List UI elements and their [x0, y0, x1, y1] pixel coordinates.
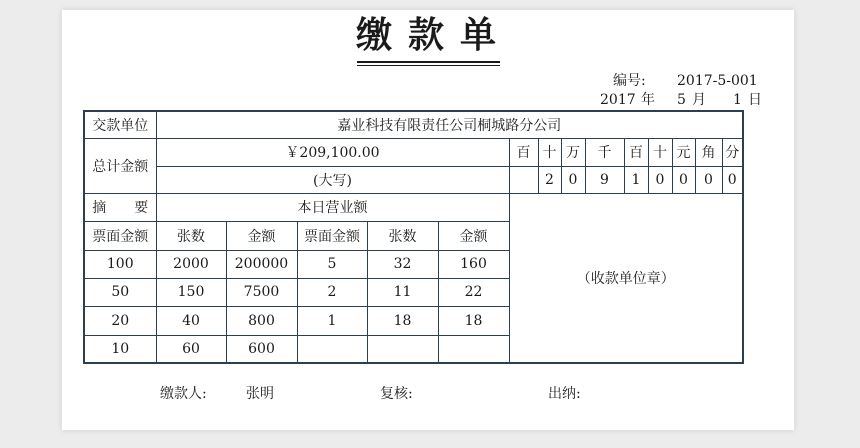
payee-stamp-text: （收款单位章） [576, 270, 675, 287]
denom-cell: 18 [438, 306, 509, 335]
title-char-3: 单 [460, 15, 505, 56]
payer-label: 缴款人: [160, 386, 207, 402]
digit-header-jiao: 角 [695, 138, 722, 166]
date-year-label: 年 [641, 92, 655, 108]
denom-cell [297, 335, 367, 363]
denom-cell: 60 [156, 335, 226, 363]
total-amount-words: (大写) [156, 166, 509, 193]
total-amount-label: 总计金额 [84, 138, 156, 193]
denom-header: 金额 [438, 221, 509, 250]
total-row [84, 138, 743, 166]
summary-row [84, 193, 743, 221]
document-title [0, 14, 860, 58]
denom-cell: 200000 [226, 250, 297, 278]
digit-value: 1 [624, 166, 648, 193]
denom-cell: 18 [367, 306, 438, 335]
denom-cell: 160 [438, 250, 509, 278]
denom-cell: 32 [367, 250, 438, 278]
date-year: 2017 [600, 92, 636, 108]
denom-cell: 50 [84, 278, 156, 306]
denom-cell: 2 [297, 278, 367, 306]
reviewer-label: 复核: [380, 386, 413, 402]
denom-cell: 1 [297, 306, 367, 335]
denom-cell: 11 [367, 278, 438, 306]
denom-cell: 40 [156, 306, 226, 335]
payee-stamp-area [509, 193, 743, 363]
denom-header: 票面金额 [84, 221, 156, 250]
digit-value: 9 [585, 166, 624, 193]
denom-cell [438, 335, 509, 363]
summary-label: 摘 要 [84, 193, 156, 221]
payer-row [84, 111, 743, 138]
payer-unit-label: 交款单位 [84, 111, 156, 138]
digit-value: 0 [672, 166, 695, 193]
date-day-label: 日 [748, 92, 762, 108]
title-char-2: 款 [407, 15, 452, 56]
summary-value: 本日营业额 [156, 193, 509, 221]
payment-table [83, 110, 744, 364]
title-underline [357, 61, 500, 63]
denom-header: 张数 [156, 221, 226, 250]
payer-name: 张明 [246, 386, 274, 402]
denom-header: 票面金额 [297, 221, 367, 250]
total-amount-numeric: ￥209,100.00 [156, 138, 509, 166]
cashier-label: 出纳: [548, 386, 581, 402]
digit-header-hundred-thousand: 百 [509, 138, 538, 166]
digit-value: 0 [722, 166, 743, 193]
title-underline-thin [357, 65, 500, 66]
denom-cell: 150 [156, 278, 226, 306]
denom-cell: 22 [438, 278, 509, 306]
denom-cell: 600 [226, 335, 297, 363]
denom-cell: 5 [297, 250, 367, 278]
digit-header-ten: 十 [648, 138, 672, 166]
date-month-label: 月 [692, 92, 706, 108]
digit-header-hundred: 百 [624, 138, 648, 166]
digit-header-thousand: 千 [585, 138, 624, 166]
digit-header-yuan: 元 [672, 138, 695, 166]
digit-header-ten-thousand: 十 [538, 138, 561, 166]
denom-cell: 7500 [226, 278, 297, 306]
denom-cell: 100 [84, 250, 156, 278]
denom-cell: 20 [84, 306, 156, 335]
denom-header: 金额 [226, 221, 297, 250]
digit-value: 0 [648, 166, 672, 193]
total-words-row [84, 166, 743, 193]
number-value: 2017-5-001 [677, 73, 758, 89]
date-month: 5 [677, 92, 686, 108]
number-label: 编号: [613, 73, 646, 89]
digit-value: 0 [561, 166, 585, 193]
digit-header-fen: 分 [722, 138, 743, 166]
digit-value: 2 [538, 166, 561, 193]
date-day: 1 [733, 92, 742, 108]
denom-cell: 2000 [156, 250, 226, 278]
denom-header: 张数 [367, 221, 438, 250]
denom-cell [367, 335, 438, 363]
digit-value [509, 166, 538, 193]
digit-header-wan: 万 [561, 138, 585, 166]
title-char-1: 缴 [355, 15, 400, 56]
payer-unit-value: 嘉业科技有限责任公司桐城路分公司 [156, 111, 743, 138]
denom-cell: 800 [226, 306, 297, 335]
digit-value: 0 [695, 166, 722, 193]
denom-cell: 10 [84, 335, 156, 363]
